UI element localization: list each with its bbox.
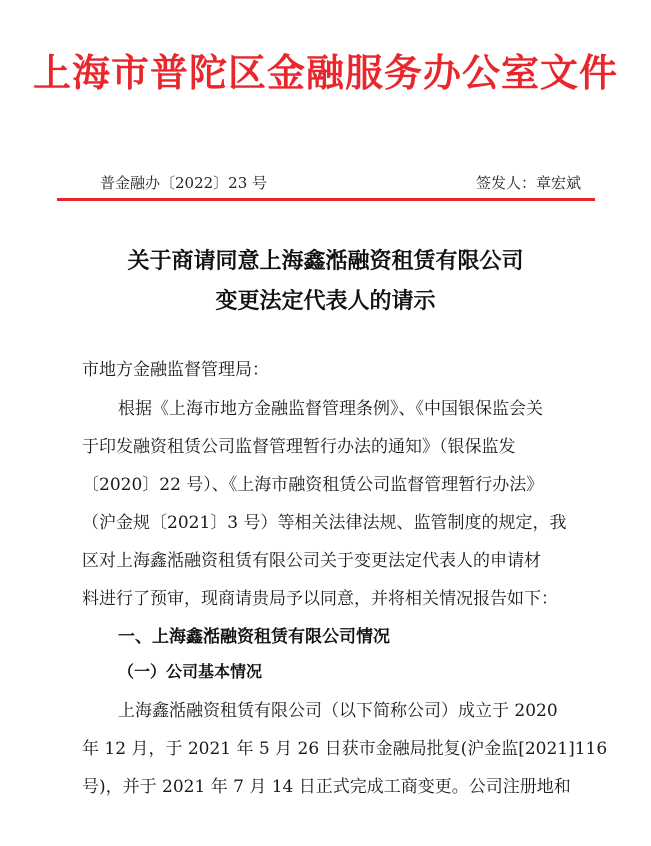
- paragraph-1-line: 根据《上海市地方金融监督管理条例》、《中国银保监会关: [118, 399, 543, 419]
- document-number: 普金融办〔2022〕23 号: [100, 174, 268, 192]
- document-title-line-2: 变更法定代表人的请示: [215, 288, 436, 314]
- paragraph-1-line: 区对上海鑫湉融资租赁有限公司关于变更法定代表人的申请材: [82, 551, 541, 571]
- paragraph-1-line: （沪金规〔2021〕3 号）等相关法律法规、监管制度的规定，我: [82, 513, 567, 533]
- document-meta-row: [0, 172, 651, 198]
- subsection-heading: （一）公司基本情况: [118, 662, 263, 681]
- paragraph-1-line: 〔2020〕22 号）、《上海市融资租赁公司监督管理暂行办法》: [82, 475, 544, 495]
- paragraph-2-line: 号)，并于 2021 年 7 月 14 日正式完成工商变更。公司注册地和: [82, 777, 571, 797]
- document-header-title: 上海市普陀区金融服务办公室文件: [32, 50, 618, 95]
- header-divider: [57, 198, 595, 201]
- paragraph-1-line: 于印发融资租赁公司监督管理暂行办法的通知》（银保监发: [82, 437, 516, 457]
- paragraph-1-line: 料进行了预审，现商请贵局予以同意，并将相关情况报告如下：: [82, 589, 558, 609]
- addressee: 市地方金融监督管理局：: [82, 360, 269, 380]
- section-heading: 一、上海鑫湉融资租赁有限公司情况: [118, 627, 390, 647]
- paragraph-2-line: 上海鑫湉融资租赁有限公司（以下简称公司）成立于 2020: [118, 701, 558, 721]
- paragraph-2-line: 年 12 月，于 2021 年 5 月 26 日获市金融局批复(沪金监[2021]116: [82, 739, 608, 759]
- signer: 签发人：章宏斌: [475, 174, 581, 192]
- document-title-line-1: 关于商请同意上海鑫湉融资租赁有限公司: [127, 248, 524, 274]
